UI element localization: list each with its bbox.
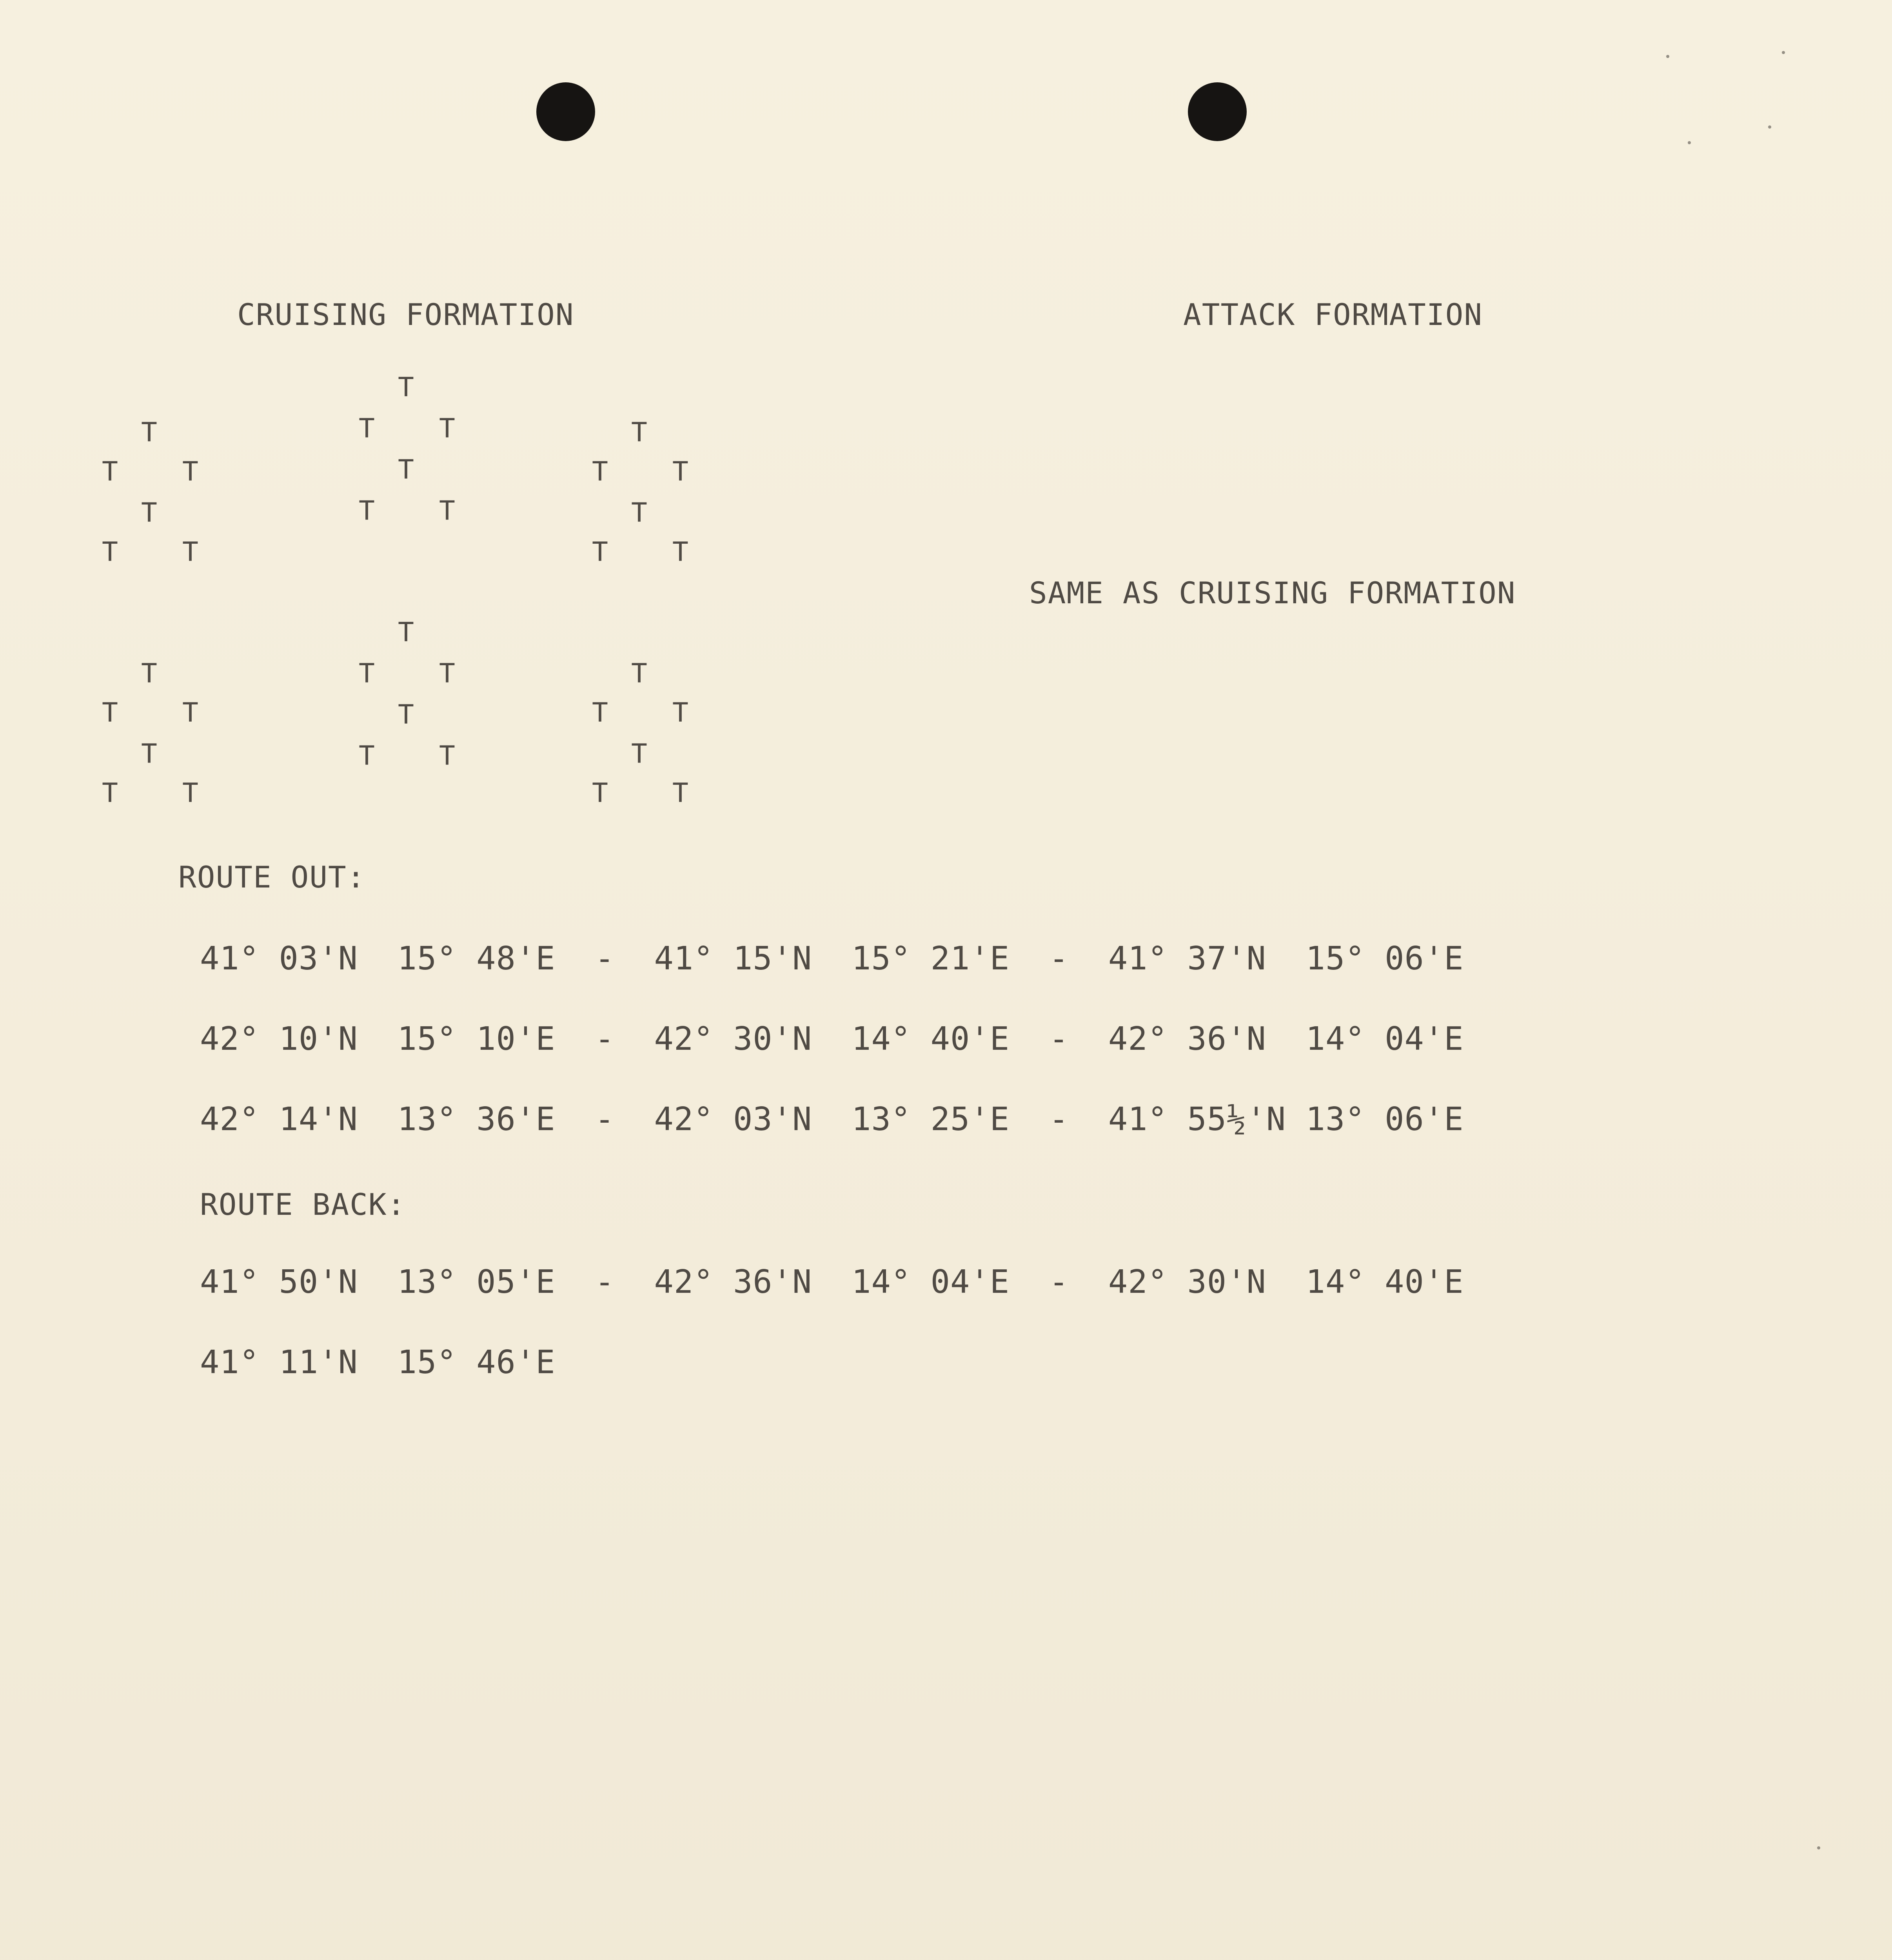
formation-marker: T [592,778,608,809]
formation-marker: T [182,537,198,568]
binder-hole-right [1188,82,1247,141]
formation-marker: T [359,658,375,689]
route-out-line-3: 42° 14'N 13° 36'E - 42° 03'N 13° 25'E - 41° 55½'N 13° 06'E [200,1101,1464,1138]
formation-marker: T [672,456,688,487]
formation-marker: T [592,697,608,728]
attack-formation-note: SAME AS CRUISING FORMATION [1029,575,1516,610]
formation-marker: T [182,456,198,487]
binder-hole-left [536,82,595,141]
formation-marker: T [182,778,198,809]
formation-marker: T [672,537,688,568]
formation-marker: T [672,697,688,728]
paper-speck [1817,1846,1820,1849]
formation-marker: T [182,697,198,728]
route-out-line-2: 42° 10'N 15° 10'E - 42° 30'N 14° 40'E - 42° 36'N 14° 04'E [200,1020,1464,1058]
formation-marker: T [592,537,608,568]
formation-marker: T [102,697,118,728]
formation-marker: T [439,495,455,526]
formation-marker: T [102,456,118,487]
formation-marker: T [631,739,647,769]
attack-formation-heading: ATTACK FORMATION [1183,297,1483,332]
formation-marker: T [359,740,375,771]
paper-speck [1768,125,1771,129]
route-back-line-2: 41° 11'N 15° 46'E [200,1344,556,1381]
formation-marker: T [672,778,688,809]
cruising-formation-heading: CRUISING FORMATION [237,297,574,332]
route-back-label: ROUTE BACK: [200,1187,406,1222]
paper-speck [1666,55,1669,58]
formation-marker: T [631,658,647,689]
formation-marker: T [439,413,455,444]
formation-marker: T [398,454,414,485]
formation-marker: T [141,497,157,528]
formation-marker: T [359,413,375,444]
paper-speck [1688,141,1691,144]
formation-marker: T [398,372,414,403]
paper-speck [1782,51,1785,54]
route-back-line-1: 41° 50'N 13° 05'E - 42° 36'N 14° 04'E - 42° 30'N 14° 40'E [200,1263,1464,1301]
formation-marker: T [102,778,118,809]
formation-marker: T [439,658,455,689]
formation-marker: T [631,417,647,448]
route-out-label: ROUTE OUT: [178,860,366,895]
formation-marker: T [439,740,455,771]
formation-marker: T [141,417,157,448]
formation-marker: T [398,617,414,648]
route-out-line-1: 41° 03'N 15° 48'E - 41° 15'N 15° 21'E - 41° 37'N 15° 06'E [200,940,1464,977]
formation-marker: T [592,456,608,487]
formation-marker: T [141,739,157,769]
formation-marker: T [141,658,157,689]
formation-marker: T [102,537,118,568]
formation-marker: T [359,495,375,526]
formation-marker: T [631,497,647,528]
formation-marker: T [398,699,414,730]
